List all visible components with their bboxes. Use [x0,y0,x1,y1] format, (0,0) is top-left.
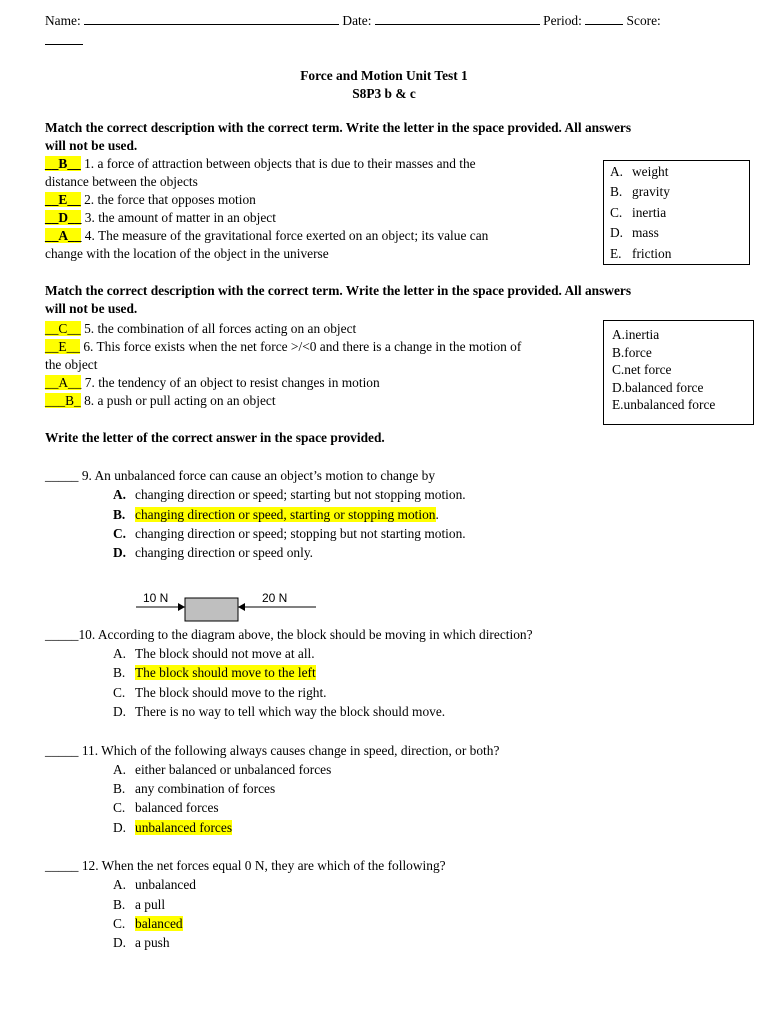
term-item: A.inertia [612,327,660,342]
term-item: B. gravity [610,184,670,200]
matching-item-5 [45,320,356,338]
name-field[interactable] [84,12,339,25]
q9-option-d[interactable]: D. changing direction or speed only. [113,545,313,560]
q11-option-d[interactable]: D. unbalanced forces [113,820,233,835]
page-title: Force and Motion Unit Test 1 [300,68,468,83]
terms-box-1 [603,160,750,265]
q10-option-b[interactable]: B. The block should move to the left [113,665,316,680]
section2-instruction-line1: Match the correct description with the correct term. Write the letter in the space provided. All answers [45,283,632,298]
section1-instruction-line1: Match the correct description with the correct term. Write the letter in the space provided. All answers [45,120,632,135]
left-force-label: 10 N [143,591,169,605]
date-field[interactable] [375,12,540,25]
q11-option-c[interactable]: C. balanced forces [113,800,219,815]
question-12-stem: _____ 12. When the net forces equal 0 N, they are which of the following? [45,858,446,873]
score-field[interactable] [45,32,83,50]
matching-item-1-cont: distance between the objects [45,174,198,189]
section2-instruction-line2: will not be used. [45,301,138,316]
answer-blank[interactable]: __A__ [45,228,82,243]
section3-instruction: Write the letter of the correct answer in the space provided. [45,430,385,445]
matching-item-6 [45,338,521,356]
q11-option-a[interactable]: A. either balanced or unbalanced forces [113,762,332,777]
term-item: B.force [612,344,652,360]
name-label: Name: [45,13,81,28]
answer-blank[interactable]: __E__ [45,339,80,354]
matching-item-1 [45,155,476,173]
period-label: Period: [543,13,582,28]
term-item: C. inertia [610,204,667,220]
term-item: E. friction [610,245,672,261]
q11-option-b[interactable]: B. any combination of forces [113,781,276,796]
q12-option-d[interactable]: D. a push [113,935,170,950]
question-11-stem: _____ 11. Which of the following always causes change in speed, direction, or both? [45,743,500,758]
matching-item-8 [45,392,276,410]
q10-option-c[interactable]: C. The block should move to the right. [113,685,327,700]
matching-item-2 [45,191,256,209]
answer-blank[interactable]: __C__ [45,321,81,336]
right-force-label: 20 N [262,591,288,605]
term-item: D. mass [610,225,659,241]
matching-item-4 [45,227,488,245]
item-text: 7. the tendency of an object to resist changes in motion [81,375,380,390]
term-item: D.balanced force [612,379,704,395]
period-field[interactable] [585,12,623,25]
matching-item-3 [45,209,276,227]
page-subtitle: S8P3 b & c [352,86,416,101]
date-label: Date: [342,13,372,28]
header-row [45,12,661,30]
answer-blank[interactable]: __E__ [45,192,81,207]
q10-option-a[interactable]: A. The block should not move at all. [113,646,315,661]
terms-box-2 [603,320,754,425]
q9-option-c[interactable]: C. changing direction or speed; stopping but not starting motion. [113,526,466,541]
item-text: 3. the amount of matter in an object [81,210,276,225]
force-diagram [136,588,326,624]
item-text: 2. the force that opposes motion [80,192,256,207]
term-item: C.net force [612,362,672,378]
term-item: A. weight [610,164,669,179]
item-text: 6. This force exists when the net force >/<0 and there is a change in the motion of [79,339,522,354]
matching-item-4-cont: change with the location of the object in the universe [45,246,329,261]
answer-blank[interactable]: ___B_ [45,393,81,408]
q12-option-b[interactable]: B. a pull [113,897,166,912]
q12-option-a[interactable]: A. unbalanced [113,877,196,892]
matching-item-7 [45,374,380,392]
q12-option-c[interactable]: C. balanced [113,916,183,931]
matching-item-6-cont: the object [45,357,98,372]
q9-option-b[interactable]: B. changing direction or speed, starting or stopping motion. [113,507,439,522]
item-text: 5. the combination of all forces acting on an object [80,321,357,336]
answer-blank[interactable]: __A__ [45,375,82,390]
score-label: Score: [626,13,661,28]
answer-blank[interactable]: __B__ [45,156,81,171]
question-9-stem: _____ 9. An unbalanced force can cause an object’s motion to change by [45,468,436,483]
item-text: 1. a force of attraction between objects that is due to their masses and the [80,156,476,171]
question-10-stem: _____10. According to the diagram above, the block should be moving in which direction? [45,627,533,642]
q10-option-d[interactable]: D. There is no way to tell which way the block should move. [113,704,446,719]
item-text: 8. a push or pull acting on an object [80,393,276,408]
answer-blank[interactable]: __D__ [45,210,82,225]
section1-instruction-line2: will not be used. [45,138,138,153]
term-item: E.unbalanced force [612,397,716,413]
q9-option-a[interactable]: A. changing direction or speed; starting but not stopping motion. [113,487,466,502]
item-text: 4. The measure of the gravitational force exerted on an object; its value can [81,228,489,243]
